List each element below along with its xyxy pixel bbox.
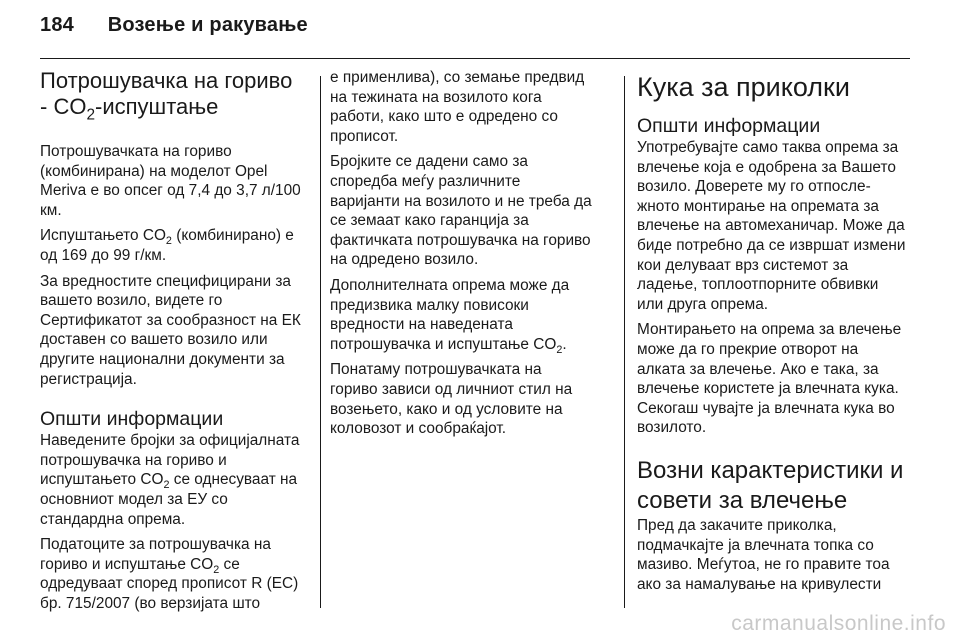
subheading-general-info: Општи информации: [637, 115, 821, 137]
paragraph: Монтирањето на опрема за влечење може да го прекрие отворот на алката за влечење. Ако е така, за влечење користете ја влечната кука. Секогаш чувајте ја влечната кука во возилото.: [637, 321, 902, 437]
paragraph: Податоците за потрошувачка на гориво и испуштање $CO_2$ се одредуваат според прописот R (EC) бр. 715/2007 (во верзијата што: [40, 536, 299, 612]
section-heading-towing-hitch: Кука за приколки: [637, 72, 850, 102]
subheading-general-info: Општи информации: [40, 408, 224, 431]
subheading-driving-characteristics: Возни карактеристики и совети за влечење: [637, 456, 904, 514]
paragraph: Испуштањето $CO_2$ (комбинирано) е од 169 до 99 г/км.: [40, 227, 294, 264]
column-divider-1: [320, 76, 321, 608]
paragraph: Дополнителната опрема може да предизвика малку повисоки вредности на наведената потрошувачка и испуштање $CO_2$.: [330, 276, 570, 356]
chapter-title: Возење и ракување: [107, 14, 308, 36]
watermark: carmanualsonline.info: [731, 612, 946, 635]
column-divider-2: [624, 76, 625, 608]
paragraph: Наведените бројки за официјалната потрошувачка на гориво и испуштањето $CO_2$ се однесуваат на основниот модел за ЕУ со стандардна опрема.: [40, 432, 300, 528]
paragraph: Употребувајте само таква опрема за влечење која е одобрена за Вашето возило. Доверете му го отпослежното монтирање на опремата за влечење на автомеханичар. Може да биде потребно да се извршат измени кои делуваат врз системот за ладење, топлоотпорните обвивки или друга опрема.: [637, 139, 906, 313]
page-header: [40, 14, 308, 37]
column-1: [40, 68, 302, 619]
paragraph: Пред да закачите приколка, подмачкајте ја влечната топка со мазиво. Меѓутоа, не го правите тоа ако за намалување на кривулести: [637, 516, 890, 593]
page-number: 184: [40, 14, 74, 36]
paragraph: Понатаму потрошувачката на гориво зависи од личниот стил на возењето, како и од условите на коловозот и сообраќајот.: [330, 361, 573, 438]
header-rule: [40, 58, 910, 59]
paragraph: Потрошувачката на гориво (комбинирана) на моделот Opel Meriva е во опсег од 7,4 до 3,7 л/100 км.: [40, 143, 301, 219]
paragraph: е применлива), со земање предвид на тежината на возилото кога работи, како што е одредено со прописот.: [330, 69, 585, 145]
column-2: [330, 68, 592, 445]
section-heading-fuel-consumption: Потрошувачка на гориво - $CO_2$-испуштање: [40, 68, 293, 124]
paragraph: За вредностите специфицирани за вашето возило, видете го Сертификатот за сообразност на ЕК доставен со вашето возило или другите национални документи за регистрација.: [40, 272, 301, 388]
column-3: [637, 68, 907, 600]
paragraph: Бројките се дадени само за споредба меѓу различните варијанти на возилото и не треба да се земаат како гаранција за фактичката потрошувачка на гориво на одредено возило.: [330, 153, 592, 269]
